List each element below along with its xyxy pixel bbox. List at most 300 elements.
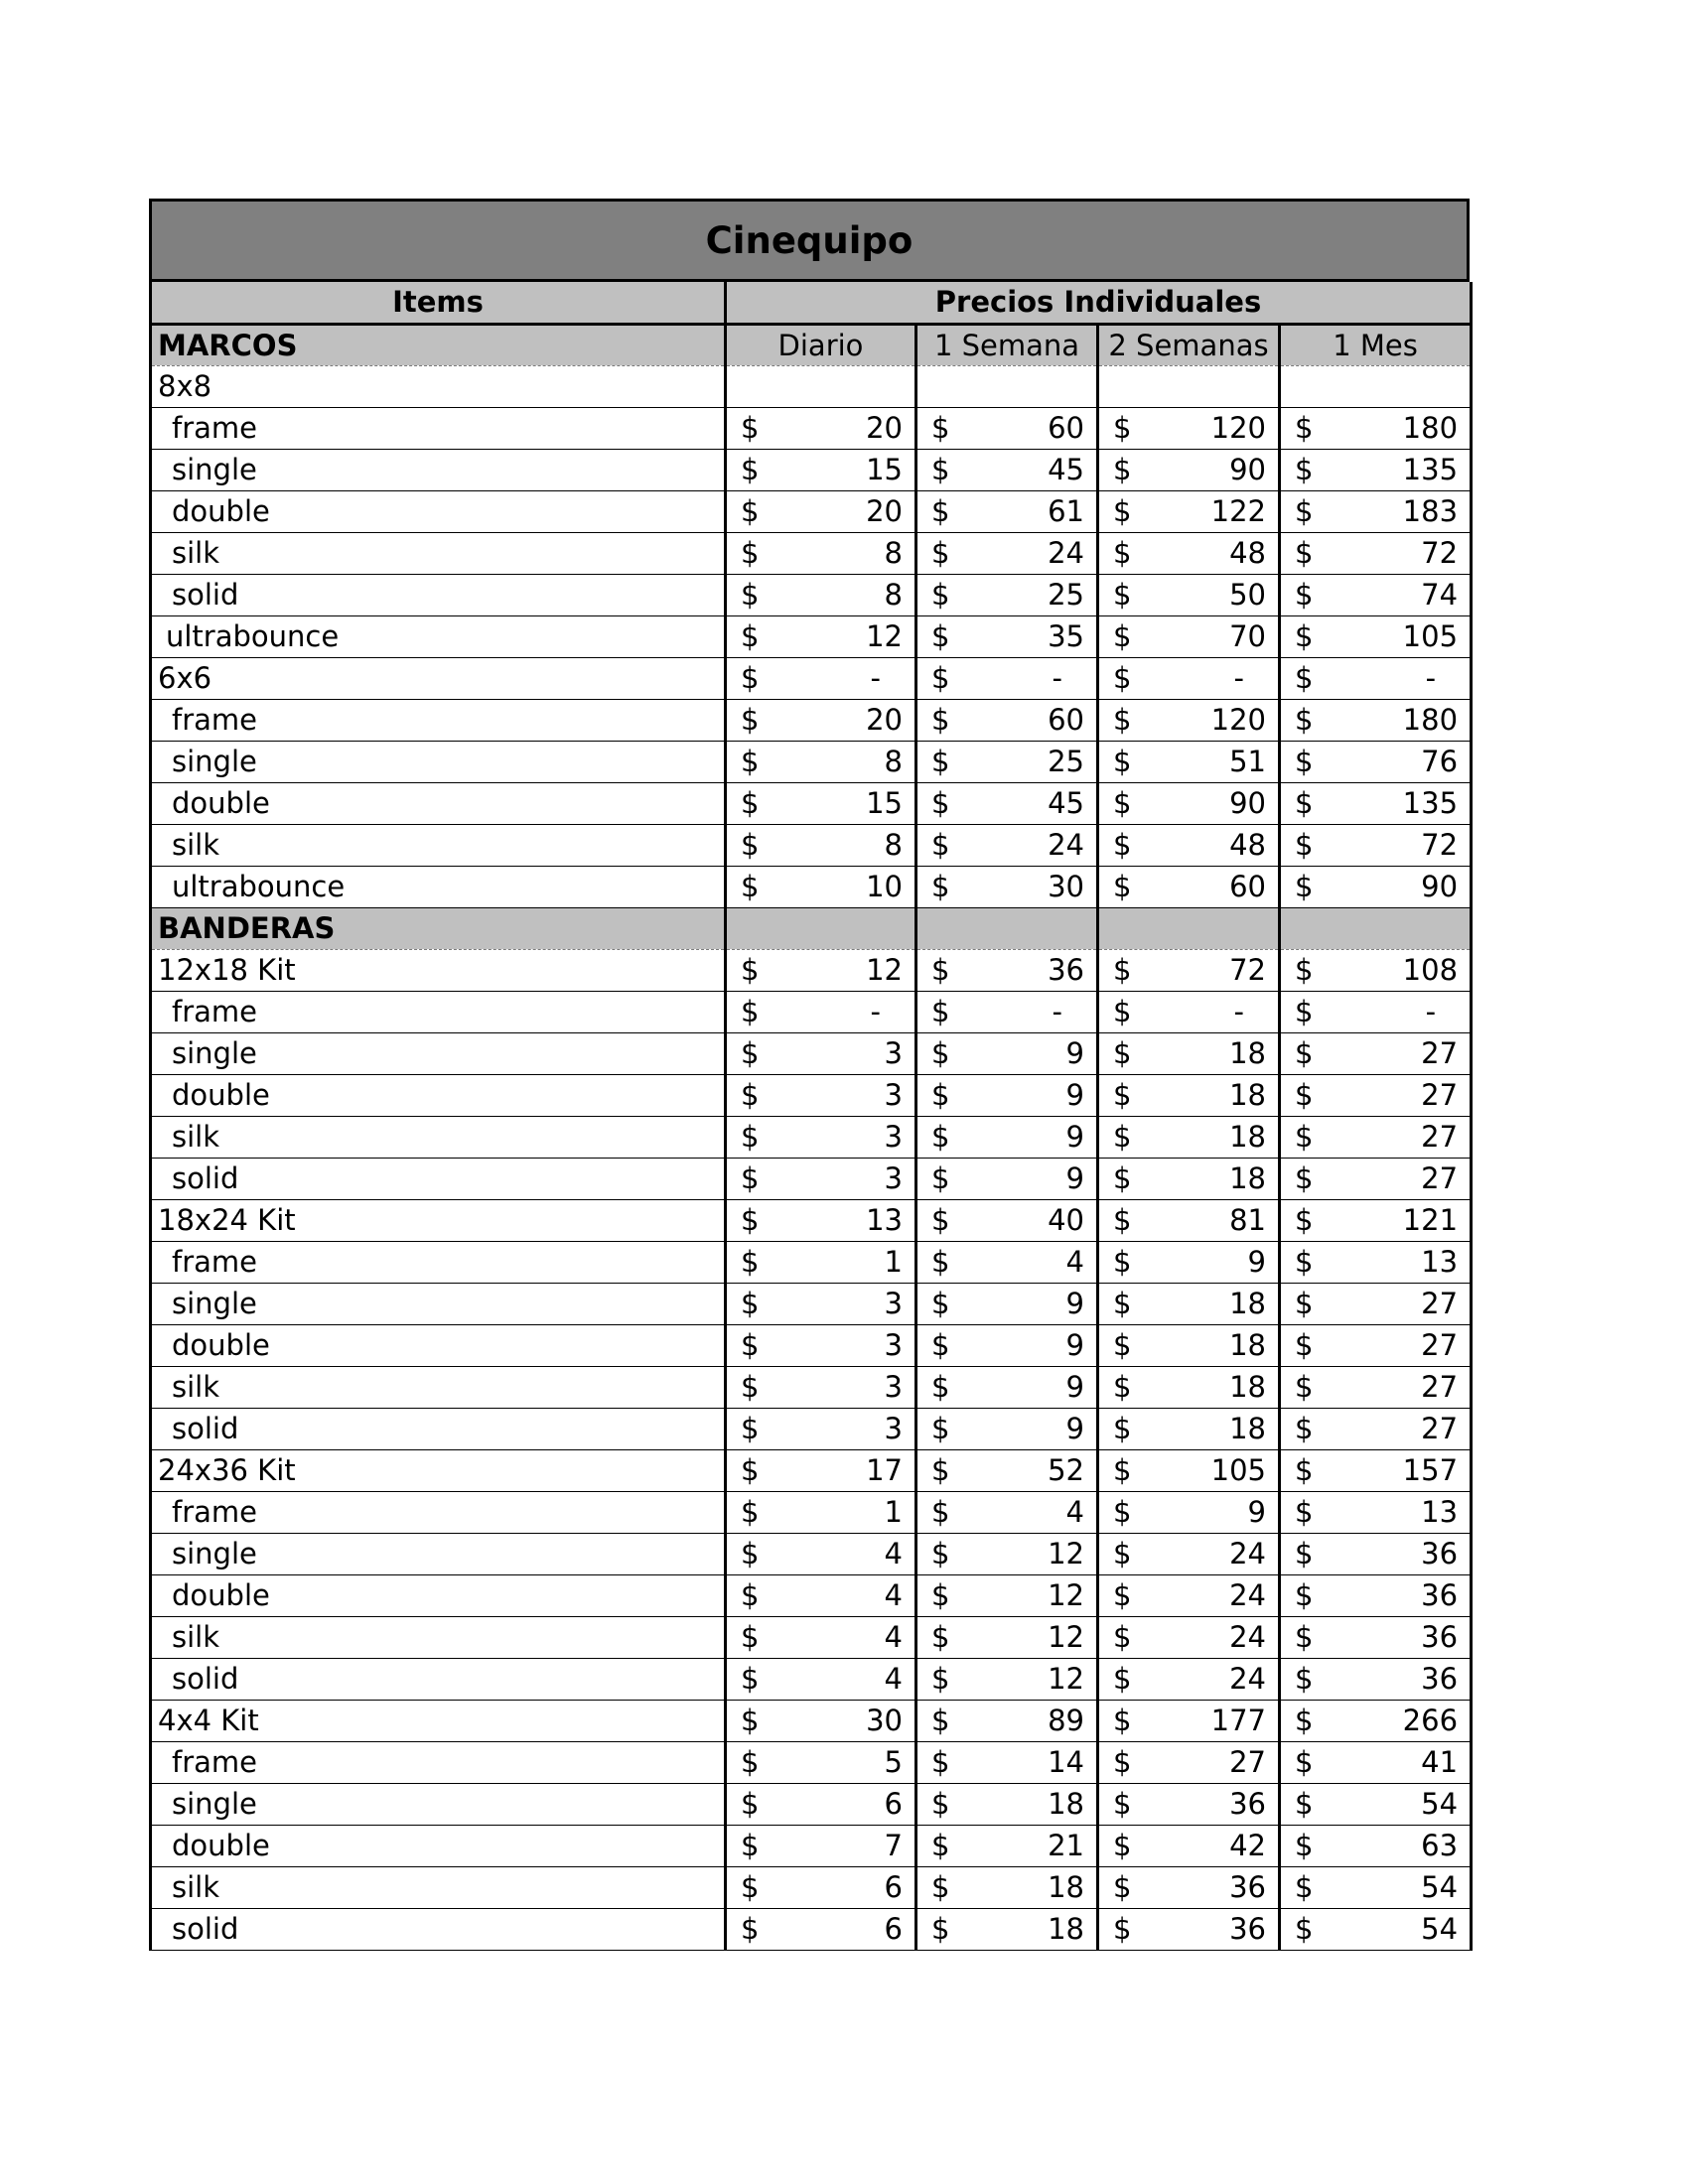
currency-symbol: $ [741, 828, 760, 862]
price-cell-diario [726, 1574, 916, 1616]
group-row [151, 365, 1472, 407]
price-cell-diario [726, 1324, 916, 1366]
currency-symbol: $ [931, 1161, 950, 1195]
currency-symbol: $ [1113, 1495, 1132, 1529]
price-cell-1-semana [916, 782, 1098, 824]
price-cell-1-mes [1280, 1741, 1472, 1783]
price-value: 72 [1421, 536, 1459, 570]
currency-symbol: $ [741, 1745, 760, 1779]
price-value: 24 [1048, 536, 1084, 570]
price-value: 12 [1048, 1578, 1084, 1612]
currency-symbol: $ [931, 1078, 950, 1112]
price-cell-2-semanas [1098, 1741, 1280, 1783]
price-value: 20 [866, 494, 903, 528]
price-value: 15 [866, 453, 903, 486]
price-value: 120 [1210, 411, 1266, 445]
item-label: double [151, 1825, 726, 1866]
currency-symbol: $ [931, 536, 950, 570]
currency-symbol: $ [741, 661, 760, 695]
price-cell-1-mes [1280, 1283, 1472, 1324]
price-cell-1-mes [1280, 490, 1472, 532]
table-row [151, 1491, 1472, 1533]
table-row [151, 699, 1472, 741]
price-value: 122 [1210, 494, 1266, 528]
currency-symbol: $ [1113, 703, 1132, 737]
item-label: 18x24 Kit [151, 1199, 726, 1241]
price-value: - [870, 661, 881, 695]
price-cell-2-semanas [1098, 1908, 1280, 1950]
price-cell-1-semana [916, 365, 1098, 407]
price-value: 13 [1421, 1245, 1459, 1279]
price-cell-2-semanas [1098, 991, 1280, 1032]
price-value: 120 [1210, 703, 1266, 737]
table-row [151, 1616, 1472, 1658]
currency-symbol: $ [741, 870, 760, 903]
price-value: 9 [1065, 1161, 1084, 1195]
currency-symbol: $ [1113, 1287, 1132, 1320]
price-cell-1-mes [1280, 1700, 1472, 1741]
currency-symbol: $ [931, 1245, 950, 1279]
price-cell-diario [726, 1783, 916, 1825]
price-cell-1-semana [916, 657, 1098, 699]
table-row [151, 1574, 1472, 1616]
price-cell-1-semana [916, 1324, 1098, 1366]
price-cell-diario [726, 699, 916, 741]
price-cell-2-semanas [1098, 365, 1280, 407]
price-value: 61 [1048, 494, 1084, 528]
currency-symbol: $ [931, 703, 950, 737]
column-header-diario: Diario [726, 324, 916, 365]
currency-symbol: $ [1113, 1829, 1132, 1862]
price-cell-2-semanas [1098, 699, 1280, 741]
price-value: 4 [884, 1578, 903, 1612]
currency-symbol: $ [1295, 578, 1314, 612]
price-cell-1-semana [916, 1241, 1098, 1283]
price-value: - [1052, 661, 1062, 695]
price-value: 36 [1421, 1620, 1459, 1654]
price-cell-2-semanas [1098, 1116, 1280, 1158]
price-cell-2-semanas [1098, 490, 1280, 532]
price-cell-1-semana [916, 907, 1098, 949]
price-value: 15 [866, 786, 903, 820]
item-label: 4x4 Kit [151, 1700, 726, 1741]
price-value: 54 [1421, 1912, 1459, 1946]
currency-symbol: $ [1113, 453, 1132, 486]
price-cell-2-semanas [1098, 1449, 1280, 1491]
item-label: frame [151, 1741, 726, 1783]
price-cell-diario [726, 1825, 916, 1866]
item-label: single [151, 1032, 726, 1074]
currency-symbol: $ [741, 1453, 760, 1487]
column-header-2-semanas: 2 Semanas [1098, 324, 1280, 365]
price-value: 54 [1421, 1787, 1459, 1821]
price-cell-2-semanas [1098, 824, 1280, 866]
currency-symbol: $ [931, 1620, 950, 1654]
currency-symbol: $ [931, 1787, 950, 1821]
price-cell-diario [726, 657, 916, 699]
price-value: 74 [1421, 578, 1459, 612]
price-cell-2-semanas [1098, 1533, 1280, 1574]
price-value: - [1425, 995, 1437, 1028]
price-value: 6 [884, 1912, 903, 1946]
currency-symbol: $ [1113, 1745, 1132, 1779]
price-cell-2-semanas [1098, 782, 1280, 824]
price-cell-diario [726, 866, 916, 907]
currency-symbol: $ [1113, 1203, 1132, 1237]
header-row [151, 282, 1472, 324]
currency-symbol: $ [1113, 1120, 1132, 1154]
currency-symbol: $ [1295, 1620, 1314, 1654]
currency-symbol: $ [931, 453, 950, 486]
price-value: 3 [884, 1370, 903, 1404]
item-label: double [151, 782, 726, 824]
price-cell-1-mes [1280, 1783, 1472, 1825]
currency-symbol: $ [1113, 411, 1132, 445]
price-value: 18 [1048, 1912, 1084, 1946]
table-row [151, 741, 1472, 782]
price-cell-1-mes [1280, 1199, 1472, 1241]
currency-symbol: $ [931, 1453, 950, 1487]
currency-symbol: $ [1113, 870, 1132, 903]
section-label: BANDERAS [151, 907, 726, 949]
currency-symbol: $ [931, 494, 950, 528]
price-value: 9 [1247, 1245, 1266, 1279]
table-row [151, 1158, 1472, 1199]
price-cell-diario [726, 1533, 916, 1574]
price-cell-2-semanas [1098, 1199, 1280, 1241]
currency-symbol: $ [741, 745, 760, 778]
section-row [151, 324, 1472, 365]
price-table [149, 282, 1473, 1951]
currency-symbol: $ [741, 1912, 760, 1946]
currency-symbol: $ [931, 1537, 950, 1570]
price-value: 40 [1048, 1203, 1084, 1237]
currency-symbol: $ [1113, 1870, 1132, 1904]
currency-symbol: $ [931, 1203, 950, 1237]
price-value: 45 [1048, 786, 1084, 820]
price-cell-2-semanas [1098, 1658, 1280, 1700]
price-value: 36 [1048, 953, 1084, 987]
price-value: 90 [1229, 786, 1266, 820]
table-row [151, 574, 1472, 615]
price-cell-1-semana [916, 991, 1098, 1032]
price-cell-2-semanas [1098, 907, 1280, 949]
group-row [151, 1449, 1472, 1491]
currency-symbol: $ [931, 1704, 950, 1737]
table-row [151, 991, 1472, 1032]
currency-symbol: $ [1113, 1537, 1132, 1570]
item-label: silk [151, 1616, 726, 1658]
table-row [151, 1241, 1472, 1283]
price-value: 18 [1229, 1370, 1266, 1404]
price-cell-1-mes [1280, 1032, 1472, 1074]
price-value: 3 [884, 1120, 903, 1154]
item-label: double [151, 1074, 726, 1116]
table-row [151, 490, 1472, 532]
price-cell-2-semanas [1098, 1866, 1280, 1908]
currency-symbol: $ [741, 578, 760, 612]
group-row [151, 1700, 1472, 1741]
currency-symbol: $ [1113, 1704, 1132, 1737]
price-value: 12 [866, 953, 903, 987]
currency-symbol: $ [1295, 1203, 1314, 1237]
currency-symbol: $ [1295, 1370, 1314, 1404]
price-cell-1-mes [1280, 1825, 1472, 1866]
item-label: silk [151, 1366, 726, 1408]
item-label: silk [151, 1116, 726, 1158]
price-cell-1-semana [916, 1741, 1098, 1783]
price-cell-2-semanas [1098, 449, 1280, 490]
price-value: 121 [1402, 1203, 1459, 1237]
currency-symbol: $ [741, 1203, 760, 1237]
price-value: 4 [884, 1662, 903, 1696]
price-value: 18 [1048, 1870, 1084, 1904]
currency-symbol: $ [1113, 1370, 1132, 1404]
currency-symbol: $ [1113, 1036, 1132, 1070]
precios-header: Precios Individuales [726, 282, 1472, 324]
table-row [151, 1116, 1472, 1158]
price-value: 18 [1229, 1412, 1266, 1445]
price-cell-1-mes [1280, 1866, 1472, 1908]
price-cell-1-semana [916, 1116, 1098, 1158]
price-cell-1-semana [916, 1658, 1098, 1700]
price-cell-1-mes [1280, 907, 1472, 949]
price-value: 25 [1048, 578, 1084, 612]
currency-symbol: $ [1295, 745, 1314, 778]
currency-symbol: $ [741, 1620, 760, 1654]
price-value: 9 [1065, 1078, 1084, 1112]
price-cell-2-semanas [1098, 1616, 1280, 1658]
item-label: ultrabounce [151, 866, 726, 907]
currency-symbol: $ [931, 1495, 950, 1529]
currency-symbol: $ [1295, 1704, 1314, 1737]
price-cell-1-semana [916, 1700, 1098, 1741]
price-value: 6 [884, 1870, 903, 1904]
price-value: 4 [1065, 1245, 1084, 1279]
currency-symbol: $ [931, 1829, 950, 1862]
price-value: 135 [1402, 786, 1459, 820]
price-cell-diario [726, 1616, 916, 1658]
currency-symbol: $ [1113, 1078, 1132, 1112]
item-label: single [151, 1783, 726, 1825]
price-value: 12 [866, 619, 903, 653]
price-value: 3 [884, 1287, 903, 1320]
price-cell-2-semanas [1098, 949, 1280, 991]
price-cell-diario [726, 574, 916, 615]
price-cell-1-mes [1280, 1241, 1472, 1283]
item-label: silk [151, 532, 726, 574]
price-cell-2-semanas [1098, 1574, 1280, 1616]
price-value: 105 [1402, 619, 1459, 653]
price-value: - [1052, 995, 1062, 1028]
price-value: 81 [1229, 1203, 1266, 1237]
price-value: 10 [866, 870, 903, 903]
currency-symbol: $ [1295, 619, 1314, 653]
currency-symbol: $ [1295, 1412, 1314, 1445]
item-label: frame [151, 407, 726, 449]
currency-symbol: $ [1113, 786, 1132, 820]
currency-symbol: $ [741, 1662, 760, 1696]
currency-symbol: $ [741, 494, 760, 528]
price-cell-2-semanas [1098, 1158, 1280, 1199]
price-value: 157 [1402, 1453, 1459, 1487]
price-cell-diario [726, 1700, 916, 1741]
currency-symbol: $ [741, 1120, 760, 1154]
price-cell-1-semana [916, 699, 1098, 741]
currency-symbol: $ [1295, 1287, 1314, 1320]
price-cell-diario [726, 1032, 916, 1074]
table-row [151, 449, 1472, 490]
price-cell-1-semana [916, 1408, 1098, 1449]
currency-symbol: $ [741, 1412, 760, 1445]
price-value: 9 [1247, 1495, 1266, 1529]
currency-symbol: $ [741, 619, 760, 653]
price-cell-2-semanas [1098, 574, 1280, 615]
currency-symbol: $ [1295, 1161, 1314, 1195]
price-cell-2-semanas [1098, 532, 1280, 574]
price-cell-1-semana [916, 1908, 1098, 1950]
price-cell-1-mes [1280, 574, 1472, 615]
currency-symbol: $ [1295, 1078, 1314, 1112]
price-value: 105 [1210, 1453, 1266, 1487]
price-value: 89 [1048, 1704, 1084, 1737]
price-cell-2-semanas [1098, 1366, 1280, 1408]
price-value: 9 [1065, 1370, 1084, 1404]
currency-symbol: $ [1113, 1620, 1132, 1654]
table-body [151, 324, 1472, 1950]
price-cell-1-semana [916, 1074, 1098, 1116]
price-value: 36 [1421, 1578, 1459, 1612]
price-value: 180 [1402, 411, 1459, 445]
currency-symbol: $ [931, 1287, 950, 1320]
price-cell-1-mes [1280, 949, 1472, 991]
item-label: single [151, 741, 726, 782]
price-cell-diario [726, 449, 916, 490]
price-value: 48 [1229, 828, 1266, 862]
price-value: 90 [1229, 453, 1266, 486]
item-label: single [151, 1533, 726, 1574]
item-label: single [151, 1283, 726, 1324]
currency-symbol: $ [1113, 536, 1132, 570]
price-cell-1-mes [1280, 365, 1472, 407]
price-cell-1-mes [1280, 1616, 1472, 1658]
price-value: 8 [884, 578, 903, 612]
price-value: 76 [1421, 745, 1459, 778]
currency-symbol: $ [741, 1370, 760, 1404]
group-row [151, 1199, 1472, 1241]
currency-symbol: $ [741, 1787, 760, 1821]
price-cell-1-mes [1280, 1408, 1472, 1449]
currency-symbol: $ [1113, 828, 1132, 862]
price-value: 4 [1065, 1495, 1084, 1529]
currency-symbol: $ [1295, 953, 1314, 987]
price-cell-diario [726, 1158, 916, 1199]
price-cell-1-mes [1280, 782, 1472, 824]
price-cell-diario [726, 741, 916, 782]
currency-symbol: $ [1113, 1245, 1132, 1279]
currency-symbol: $ [931, 953, 950, 987]
currency-symbol: $ [931, 1578, 950, 1612]
currency-symbol: $ [1113, 1412, 1132, 1445]
price-cell-diario [726, 1241, 916, 1283]
price-value: 266 [1402, 1704, 1459, 1737]
currency-symbol: $ [931, 1370, 950, 1404]
price-value: 183 [1402, 494, 1459, 528]
price-cell-1-semana [916, 449, 1098, 490]
price-cell-diario [726, 782, 916, 824]
price-value: 90 [1421, 870, 1459, 903]
price-cell-1-semana [916, 1283, 1098, 1324]
price-value: 135 [1402, 453, 1459, 486]
currency-symbol: $ [1295, 494, 1314, 528]
item-label: frame [151, 991, 726, 1032]
price-value: 9 [1065, 1412, 1084, 1445]
price-cell-2-semanas [1098, 1408, 1280, 1449]
currency-symbol: $ [1113, 1328, 1132, 1362]
table-row [151, 407, 1472, 449]
currency-symbol: $ [1295, 786, 1314, 820]
price-value: 60 [1048, 703, 1084, 737]
price-cell-2-semanas [1098, 1241, 1280, 1283]
price-value: 18 [1048, 1787, 1084, 1821]
item-label: double [151, 1574, 726, 1616]
currency-symbol: $ [1295, 1120, 1314, 1154]
price-value: 24 [1229, 1620, 1266, 1654]
price-value: 4 [884, 1537, 903, 1570]
currency-symbol: $ [931, 870, 950, 903]
currency-symbol: $ [1113, 1912, 1132, 1946]
price-cell-1-mes [1280, 1574, 1472, 1616]
currency-symbol: $ [741, 1245, 760, 1279]
price-cell-1-mes [1280, 1533, 1472, 1574]
price-value: 27 [1421, 1412, 1459, 1445]
price-cell-2-semanas [1098, 407, 1280, 449]
currency-symbol: $ [1295, 1453, 1314, 1487]
price-value: 14 [1048, 1745, 1084, 1779]
currency-symbol: $ [741, 953, 760, 987]
price-value: 72 [1229, 953, 1266, 987]
table-row [151, 1866, 1472, 1908]
item-label: double [151, 490, 726, 532]
table-row [151, 1825, 1472, 1866]
price-cell-1-semana [916, 1449, 1098, 1491]
table-row [151, 1074, 1472, 1116]
price-value: 27 [1421, 1287, 1459, 1320]
price-cell-diario [726, 1408, 916, 1449]
price-cell-1-semana [916, 741, 1098, 782]
price-value: 5 [884, 1745, 903, 1779]
table-row [151, 1408, 1472, 1449]
price-value: 1 [884, 1495, 903, 1529]
item-label: double [151, 1324, 726, 1366]
item-label: silk [151, 1866, 726, 1908]
price-value: 8 [884, 745, 903, 778]
currency-symbol: $ [1295, 1745, 1314, 1779]
currency-symbol: $ [1295, 995, 1314, 1028]
price-value: 41 [1421, 1745, 1459, 1779]
currency-symbol: $ [931, 828, 950, 862]
currency-symbol: $ [1295, 1036, 1314, 1070]
price-value: 18 [1229, 1078, 1266, 1112]
item-label: solid [151, 1158, 726, 1199]
price-value: 30 [866, 1704, 903, 1737]
table-row [151, 1741, 1472, 1783]
currency-symbol: $ [1295, 1537, 1314, 1570]
price-cell-diario [726, 365, 916, 407]
price-cell-2-semanas [1098, 741, 1280, 782]
price-cell-diario [726, 490, 916, 532]
price-value: 60 [1229, 870, 1266, 903]
